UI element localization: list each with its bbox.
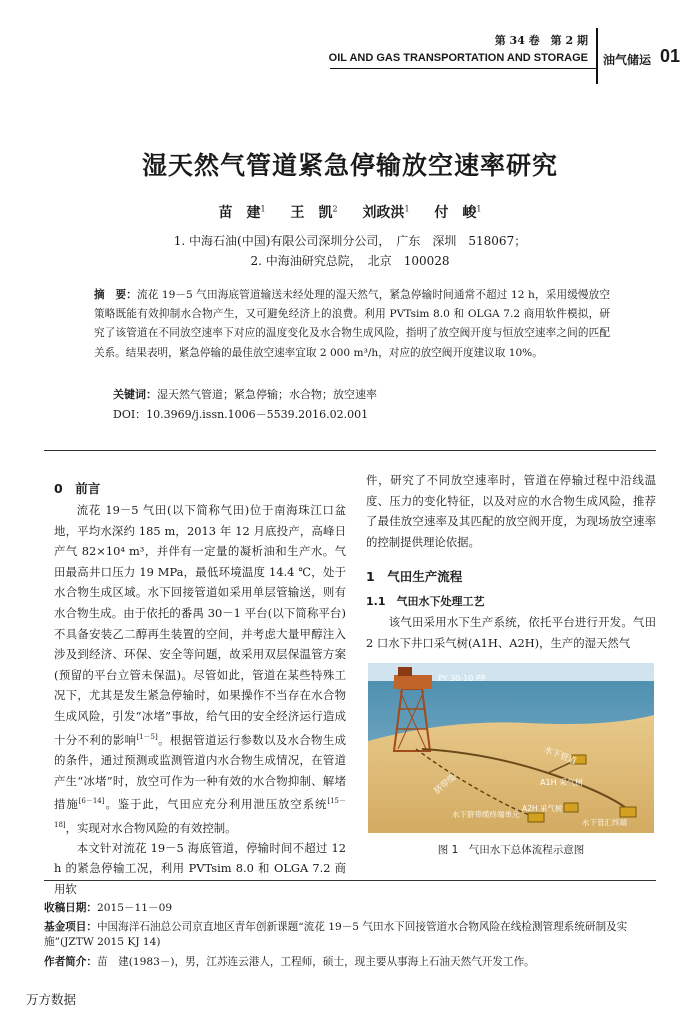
intro-text-cont: 件，研究了不同放空速率时，管道在停输过程中沿线温度、压力的变化特征，以及对应的水合物生成风险，推荐了最佳放空速率及其匹配的放空阀开度，为现场放空速率的控制提供理论依据。 [366,473,656,549]
platform-label: PY 30-10 PP [438,674,486,683]
figure-1 [368,663,654,833]
header-rule [330,68,596,69]
abstract-divider [44,450,656,451]
author: 付 峻$^1$ [434,204,482,221]
header-divider [596,28,598,84]
a1h-label: A1H 采气树 [540,778,584,787]
author-list [0,202,700,222]
manifold-terminal [620,807,636,817]
figure-caption: 图 1 气田水下总体流程示意图 [437,844,585,856]
section-heading-1: 1 气田生产流程 [366,569,463,584]
umbilical-term-label: 水下脐带缆终端单元 [452,810,520,819]
manifold-label: 水下管汇终端 [582,818,627,827]
author-bio: 作者简介：苗 建(1983－)，男，江苏连云港人，工程师，硕士，现主要从事海上石油天然气开发工作。 [44,956,535,968]
received-date: 收稿日期：2015－11－09 [44,902,173,914]
a2h-label: A2H 采气树 [522,804,563,813]
footnote-divider [44,880,656,881]
subsection-heading-1-1: 1.1 气田水下处理工艺 [366,595,485,608]
intro-text: 流花 19－5 气田(以下简称气田)位于南海珠江口盆地，平均水深约 185 m，2013 年 12 月底投产，高峰日产气 82×10⁴ m³，并伴有一定量的凝析油和生产水。气田最高井口压力 19 MPa，最低环境温度 14.4 ℃，处于水合物生成区域。水下回接管道如采用单层管输送，则有水合物生成。由于依托的番禺 30－1 平台(以下简称平台)不具备安装乙二醇再生装置的空间，并考虑大量甲醇注入涉及到经济、环保、安全等问题，故采用双层保温管方案(预留的平台立管未保温)。尽管如此，管道在某些特殊工况下，尤其是发生紧急停输时，如果操作不当存在水合物生成风险，引发“冰堵”事故，给气田的安全经济运行造成十分不利的影响[1－5]。根据管道运行参数以及水合物生成的条件，通过预测或监测管道内水合物生成情况，在管道产生“冰堵”时，放空可作为一种有效的水合物抑制、解堵措施[6－14]。鉴于此，气田应充分利用泄压放空系统[15－18]，实现对水合物风险的有效控制。 本文针对流花 19－5 海底管道，停输时间不超过 12 h 的紧急停输工况，利用 PVTsim 8.0 和 OLGA 7.2 商用软 [54,503,346,897]
paper-title: 湿天然气管道紧急停输放空速率研究 [141,151,558,180]
journal-name-cn: 油气储运 [603,53,652,67]
doi: DOI：10.3969/j.issn.1006－5539.2016.02.001 [113,408,369,421]
subsea-layout-diagram [368,663,654,833]
author: 王 凯$^2$ [290,204,338,221]
abstract: 摘 要：流花 19－5 气田海底管道输送未经处理的湿天然气，紧急停输时间通常不超过 12 h，采用缓慢放空策略既能有效抑制水合物产生，又可避免经济上的浪费。利用 PVTsim 8.0 和 OLGA 7.2 商用软件模拟，研究了该管道在不同放空速率下对应的温度变化及水合物生成风险，指明了放空阀开度与恒放空速率之间的匹配关系。结果表明，紧急停输的最佳放空速率宜取 2 000 m³/h，对应的放空阀开度建议取 10%。 [94,289,610,359]
keywords: 关键词：湿天然气管道；紧急停输；水合物；放空速率 [113,388,377,401]
author: 刘政洪$^1$ [362,204,410,221]
affiliation-2: 2. 中海油研究总院， 北京 100028 [250,254,450,268]
a2h-tree [564,803,578,812]
author: 苗 建$^1$ [218,204,266,221]
section-1-1-text: 该气田采用水下生产系统，依托平台进行开发。气田 2 口水下井口采气树(A1H、A2H)，生产的湿天然气 [366,615,656,650]
journal-name-en: OIL AND GAS TRANSPORTATION AND STORAGE [328,52,588,64]
umbilical-terminal [528,813,544,822]
watermark: 万方数据 [26,992,77,1007]
journal-volume: 第 34 卷 第 2 期 [494,34,588,47]
affiliation-1: 1. 中海石油(中国)有限公司深圳分公司， 广东 深圳 518067； [173,234,527,248]
subsea-pipe-label: 水下管道 [542,744,578,767]
fund-info: 基金项目：中国海洋石油总公司京直地区青年创新课题“流花 19－5 气田水下回接管道水合物风险在线检测管理系统研制及实施”(JZTW 2015 KJ 14) [44,921,628,948]
page-number: 01 [660,46,681,66]
section-heading-0: 0 前言 [54,481,101,496]
umbilical-label: 脐带缆 [432,772,459,797]
